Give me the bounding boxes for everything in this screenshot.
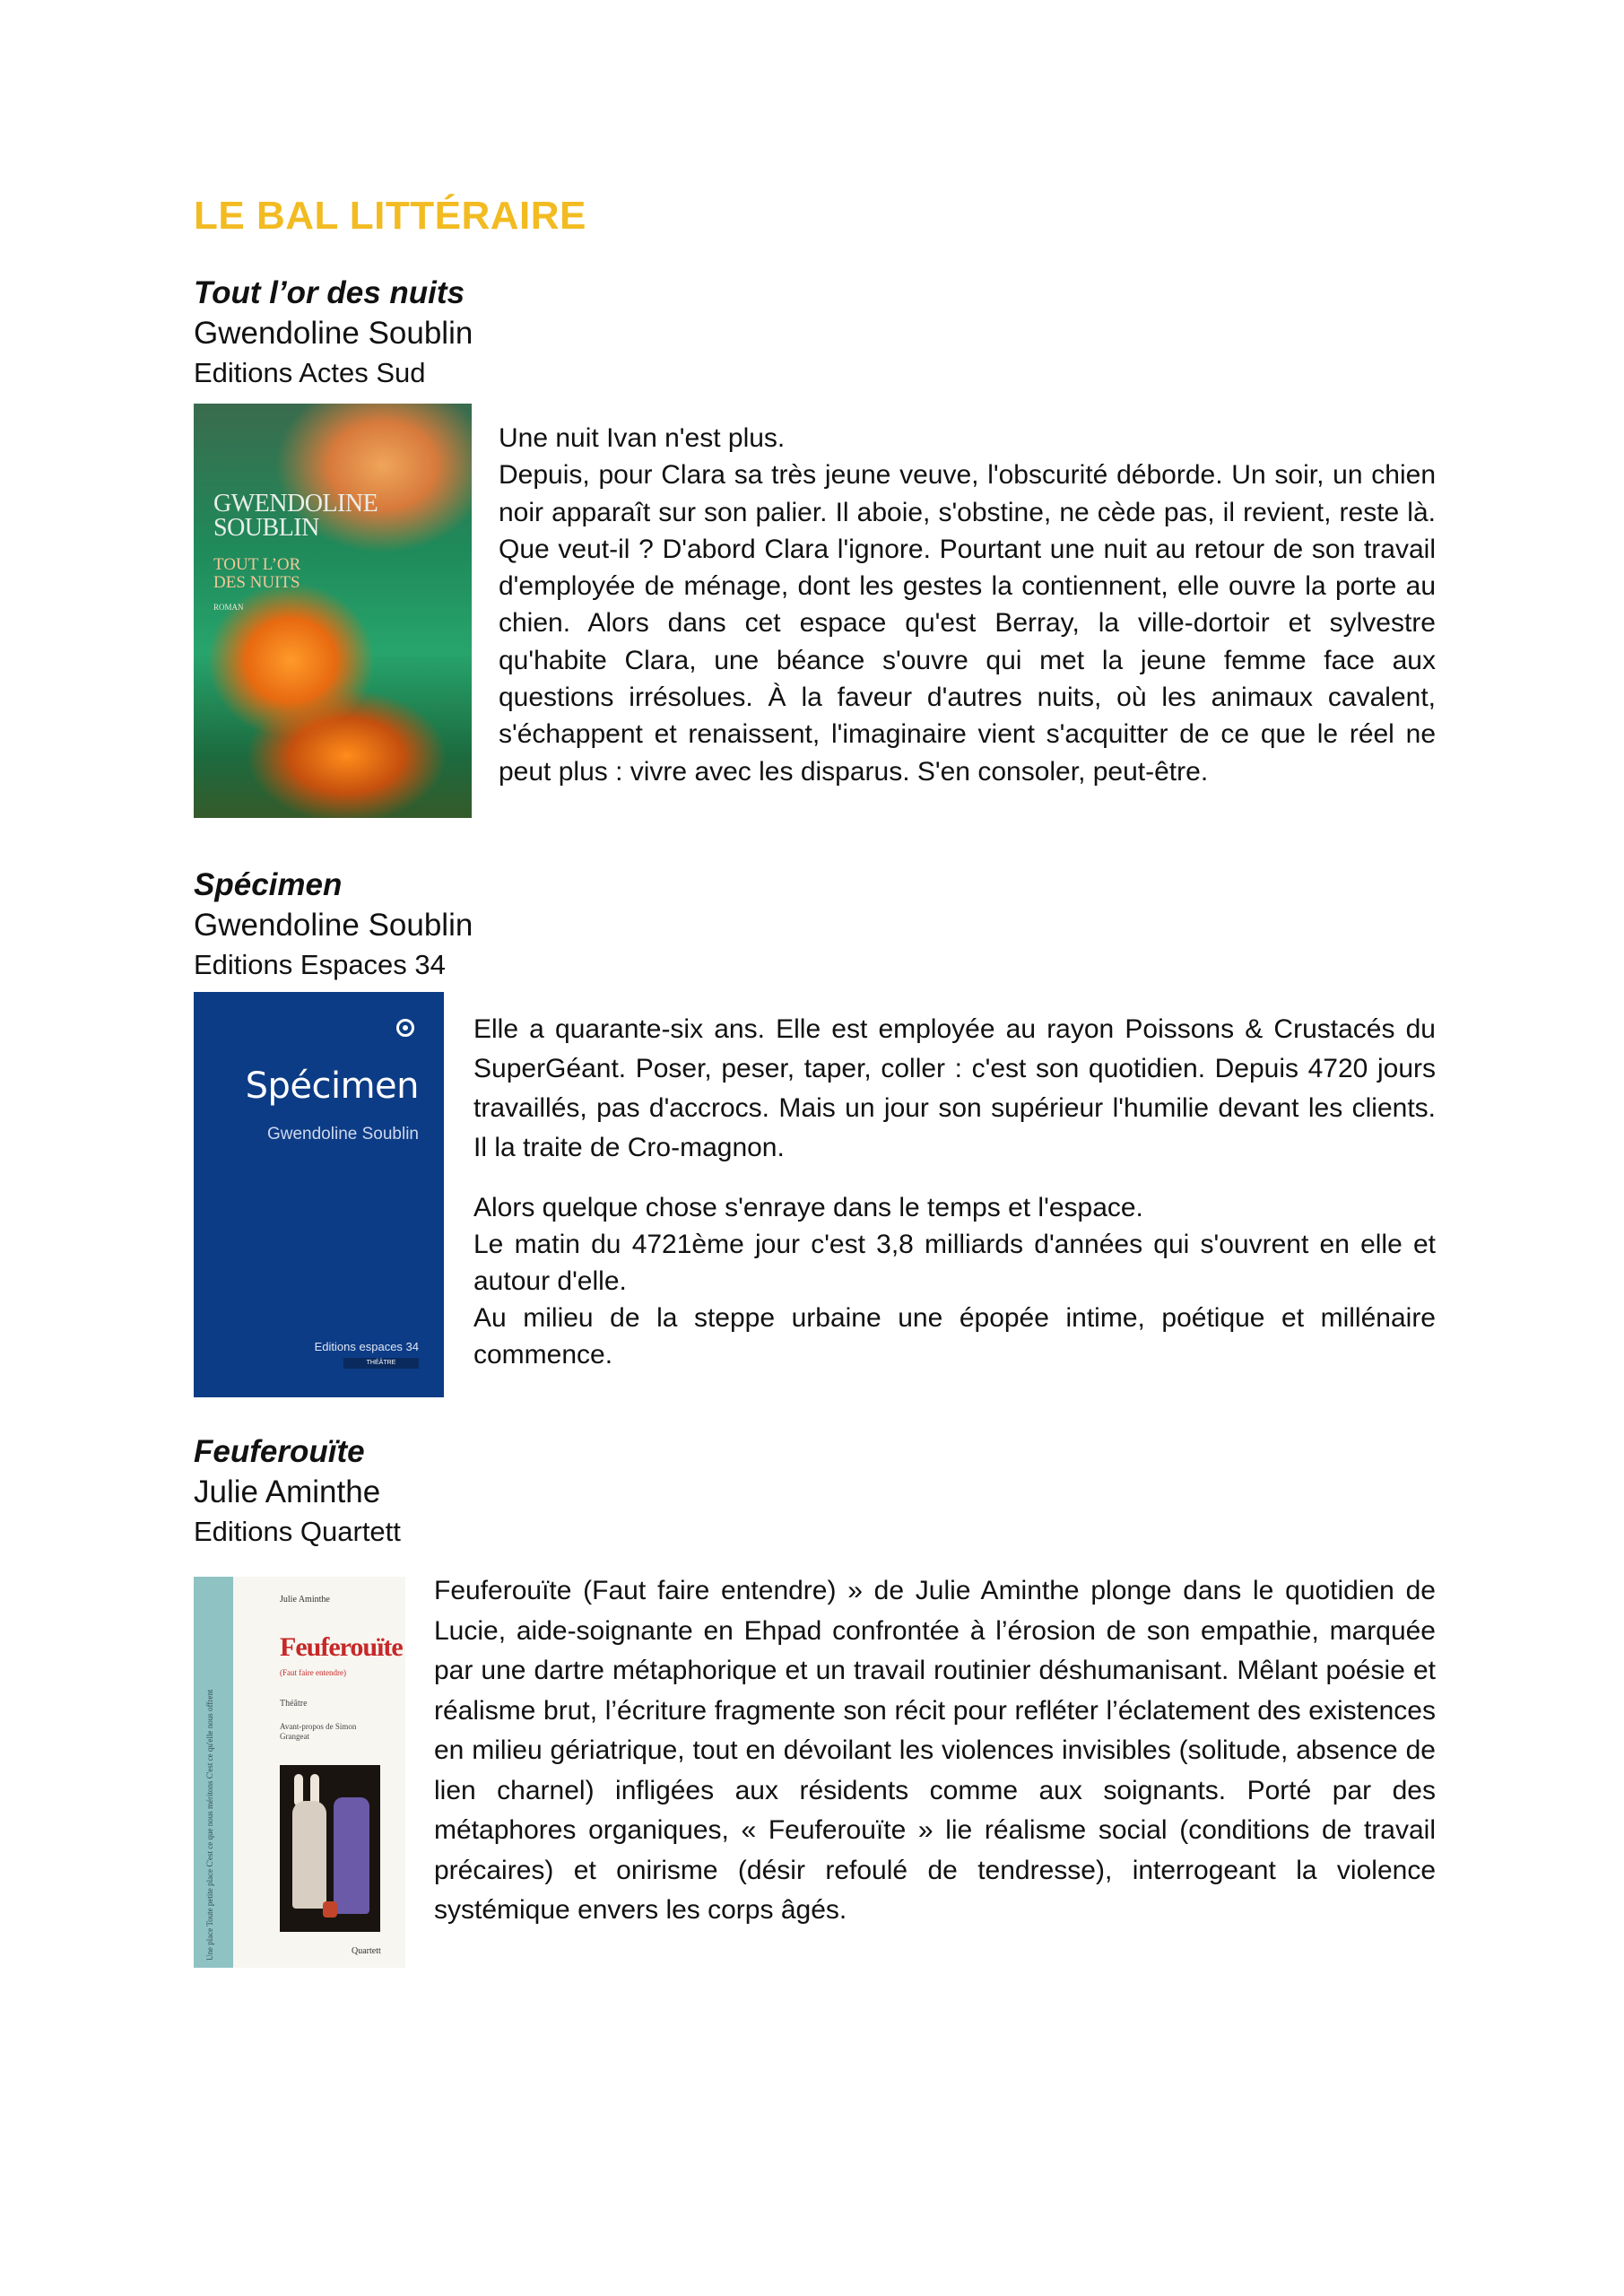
book-author: Gwendoline Soublin — [194, 908, 473, 943]
book-publisher: Editions Actes Sud — [194, 357, 426, 388]
summary-paragraph: Depuis, pour Clara sa très jeune veuve, l'obscurité déborde. Un soir, un chien noir apparaît sur son palier. Il aboie, s'obstine, ne cède pas, il revient, reste là. Que veut-il ? D'abord Clara l'ignore. Pourtant une nuit au retour de son travail d'employée de ménage, dont les gestes la contiennent, elle ouvre la porte au chien. Alors dans cet espace qu'est Berray, la ville-dortoir et sylvestre qu'habite Clara, une béance s'ouvre qui met la jeune femme face aux questions irrésolues. À la faveur d'autres nuits, où les animaux cavalent, s'échappent et renaissent, l'imaginaire vient s'acquitter de ce que le réel ne peut plus : vivre avec les disparus. S'en consoler, peut-être. — [499, 460, 1436, 787]
book-summary — [434, 1571, 1436, 1931]
cover-foreword: Avant-propos de Simon Grangeat — [280, 1722, 357, 1741]
book-title: Spécimen — [194, 867, 343, 902]
summary-paragraph: Une nuit Ivan n'est plus. — [499, 423, 786, 453]
summary-paragraph: Au milieu de la steppe urbaine une épopée intime, poétique et millénaire commence. — [473, 1303, 1436, 1370]
book-title: Tout l’or des nuits — [194, 275, 465, 310]
cover-genre: ROMAN — [213, 603, 244, 612]
book-cover-image — [194, 992, 444, 1397]
book-author: Julie Aminthe — [194, 1474, 381, 1509]
summary-paragraph: Alors quelque chose s'enraye dans le temps et l'espace. — [473, 1193, 1143, 1222]
cover-author: GWENDOLINE SOUBLIN — [213, 490, 378, 542]
book-header — [194, 273, 1001, 393]
book-header — [194, 865, 1001, 985]
cover-title: Feuferouïte — [280, 1632, 403, 1662]
cover-author: Gwendoline Soublin — [266, 1125, 419, 1144]
book-summary — [473, 1010, 1436, 1373]
cover-title: TOUT L’OR DES NUITS — [213, 555, 301, 592]
photo-pumpkin-bag — [323, 1901, 337, 1918]
summary-paragraph: Le matin du 4721ème jour c'est 3,8 milliards d'années qui s'ouvrent en elle et autour d'elle. — [473, 1230, 1436, 1296]
cover-genre: THÉÂTRE — [343, 1358, 419, 1369]
book-cover-image — [194, 1577, 405, 1968]
book-publisher: Editions Quartett — [194, 1516, 401, 1547]
cover-publisher: Quartett — [352, 1946, 381, 1956]
book-header — [194, 1431, 1001, 1552]
book-title: Feuferouïte — [194, 1434, 365, 1469]
cover-subtitle: (Faut faire entendre) — [280, 1668, 346, 1677]
cover-spine-text: Une place Toute petite place C'est ce que nous méritons C'est ce qu'elle nous offrent — [205, 1689, 214, 1961]
cover-spine — [194, 1577, 233, 1968]
summary-paragraph: Elle a quarante-six ans. Elle est employée au rayon Poissons & Crustacés du SuperGéant. Poser, peser, taper, coller : c'est son quotidien. Depuis 4720 jours travaillés, pas d'accrocs. Mais un jour son supérieur l'humilie devant les clients. Il la traite de Cro-magnon. — [473, 1014, 1436, 1162]
book-publisher: Editions Espaces 34 — [194, 949, 446, 980]
book-summary — [499, 420, 1436, 790]
target-icon — [396, 1019, 414, 1037]
page-title: LE BAL LITTÉRAIRE — [194, 194, 586, 238]
summary-paragraph: Feuferouïte (Faut faire entendre) » de Julie Aminthe plonge dans le quotidien de Lucie, aide-soignante en Ehpad confrontée à l’érosion de son empathie, marquée par une dartre métaphorique et un travail routinier déshumanisant. Mêlant poésie et réalisme brut, l’écriture fragmente son récit pour refléter l’éclatement des existences en milieu gériatrique, tout en dévoilant les violences invisibles (solitude, absence de lien charnel) infligées aux résidents comme aux soignants. Porté par des métaphores organiques, « Feuferouïte » lie réalisme social (conditions de travail précaires) et onirisme (désir refoulé de tendresse), interrogeant la violence systémique envers les corps âgés. — [434, 1576, 1436, 1925]
photo-figure-bunny — [292, 1801, 326, 1909]
cover-genre: Théâtre — [280, 1699, 308, 1709]
photo-figure-batman — [334, 1797, 369, 1914]
cover-author: Julie Aminthe — [280, 1595, 330, 1605]
book-author: Gwendoline Soublin — [194, 316, 473, 351]
cover-photo — [280, 1765, 380, 1932]
cover-title: Spécimen — [245, 1065, 419, 1107]
cover-publisher: Editions espaces 34 — [314, 1340, 419, 1353]
book-cover-image — [194, 404, 472, 818]
